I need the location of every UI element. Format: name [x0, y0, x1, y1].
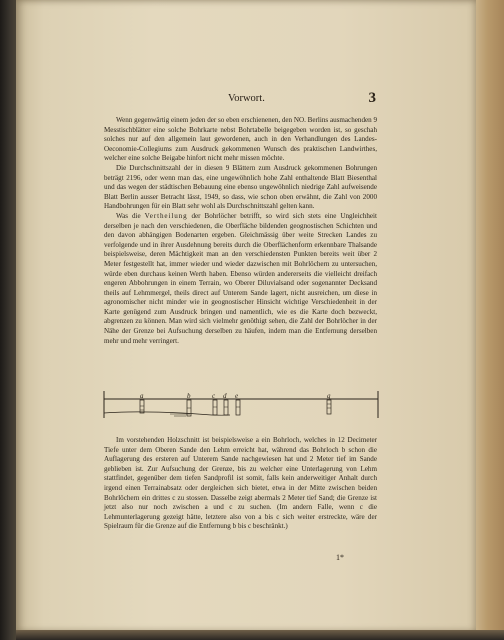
vertheilung-intro: Was die: [116, 211, 145, 220]
label-d: d: [223, 392, 227, 400]
page-block-edge: [476, 0, 504, 640]
borehole-d: [224, 400, 228, 415]
body-text-top: [104, 116, 377, 352]
label-g: g: [327, 392, 331, 400]
borehole-g: [327, 400, 331, 414]
label-e: e: [235, 392, 239, 400]
paragraph-holzschnitt: Im vorstehenden Holzschnitt ist beispielsweise a ein Bohrloch, welches in 12 Decimeter Tiefe unter dem Oberen Sande den Lehm erreicht hat, während das Bohrloch b schon die Auflagerung des ersteren auf Unterem Sande nachgewiesen hat und 2 Meter tief im Sande geblieben ist. Zur Aufsuchung der Grenze, bis zu welcher eine Unterlagerung von Lehm stattfindet, gegenüber dem tiefen Sandprofil ist somit, falls kein anderweitiger Anhalt durch irgend einen Terrainabsatz oder dergleichen sich bietet, etwa in der Mitte zwischen beiden Bohrlöchern ein drittes c zu stossen. Dasselbe zeigt abermals 2 Meter tief Sand; die Grenze ist jetzt also nur noch zwischen a und c zu suchen. (Im andern Falle, wenn c die Lehmunterlagerung gezeigt hätte, letztere also von a bis c sich weiter erstreckte, wäre der Spielraum für die Grenze auf die Entfernung b bis c beschränkt.): [104, 436, 377, 531]
paragraph-durchschnitt: Die Durchschnittszahl der in diesen 9 Blättern zum Ausdruck gekommenen Bohrungen beträgt 2196, oder wenn man das, eine ungewöhnlich hohe Zahl enthaltende Blatt Biesenthal und das wegen der städtischen Bebauung eine ebenso ungewöhnlich niedrige Zahl aufweisende Blatt Berlin ausser Betracht lässt, 1949, so dass, wie schon oben erwähnt, die Zahl von 2000 Handbohrungen für ein Blatt sehr wohl als Durchschnittszahl gelten kann.: [104, 163, 377, 211]
vertheilung-rest: der Bohrlöcher betrifft, so wird sich stets eine Ungleichheit derselben je nach den verschiedenen, die Oberfläche bildenden geognostischen Schichten und den davon abhängigen Bodenarten ergeben. Gleichmässig über weite Strecken Landes zu verfolgende und in ihrer Ausdehnung bereits durch die Oberflächenform erkennbare Thalsande beispielsweise, deren Mächtigkeit man an den verschiedensten Punkten bereits weit über 2 Meter festgestellt hat, immer wieder und wieder dazwischen mit Bohrlöchern zu untersuchen, würde eben durchaus keinen Werth haben. Ebenso würden andererseits die vielleicht dreifach engeren Abbohrungen in einem Terrain, wo Oberer Diluvialsand oder sogenannter Decksand theils auf Lehmmergel, theils direct auf Unterem Sande lagert, nicht ausreichen, um diese in agronomischer nicht minder wie in geognostischer Hinsicht wichtige Verschiedenheit in der Karte genügend zum Ausdruck bringen und namentlich, wie es die Karte doch bezweckt, abgrenzen zu können. Man wird sich vielmehr genöthigt sehen, die Zahl der Bohrlöcher in der Nähe der Grenze bei Aufsuchung derselben zu häufen, indem man die Entfernung derselben mehr und mehr verringert.: [104, 211, 378, 345]
label-b: b: [187, 392, 191, 400]
sheet-signature: 1*: [336, 553, 344, 562]
page-bottom-shadow: [16, 630, 504, 640]
borehole-e: [236, 400, 240, 415]
lehm-boundary-line: [104, 412, 230, 415]
vertheilung-keyword: Vertheilung: [144, 211, 188, 220]
label-c: c: [212, 392, 216, 400]
borehole-woodcut: [100, 386, 382, 426]
borehole-a: [140, 400, 144, 413]
label-a: a: [140, 392, 144, 400]
running-head: Vorwort.: [228, 93, 265, 104]
borehole-c: [213, 400, 217, 415]
body-text-bottom: [104, 436, 377, 556]
page-number: 3: [368, 90, 376, 106]
paragraph-vertheilung: [104, 212, 377, 346]
paragraph-intro: Wenn gegenwärtig einem jeden der so eben erschienenen, den NO. Berlins ausmachenden 9 Messtischblätter eine solche Bohrkarte nebst Bohrtabelle beigegeben worden ist, so geschah solches nur auf den allgemein laut gewordenen, auch in den Verhandlungen des Landes-Oeconomie-Collegiums zum Ausdruck gekommenen Wunsch des praktischen Landwirthes, welcher eine solche Beigabe hinfort nicht mehr missen möchte.: [104, 116, 378, 163]
facing-page-edge: [0, 0, 16, 640]
page-header: [108, 90, 376, 109]
